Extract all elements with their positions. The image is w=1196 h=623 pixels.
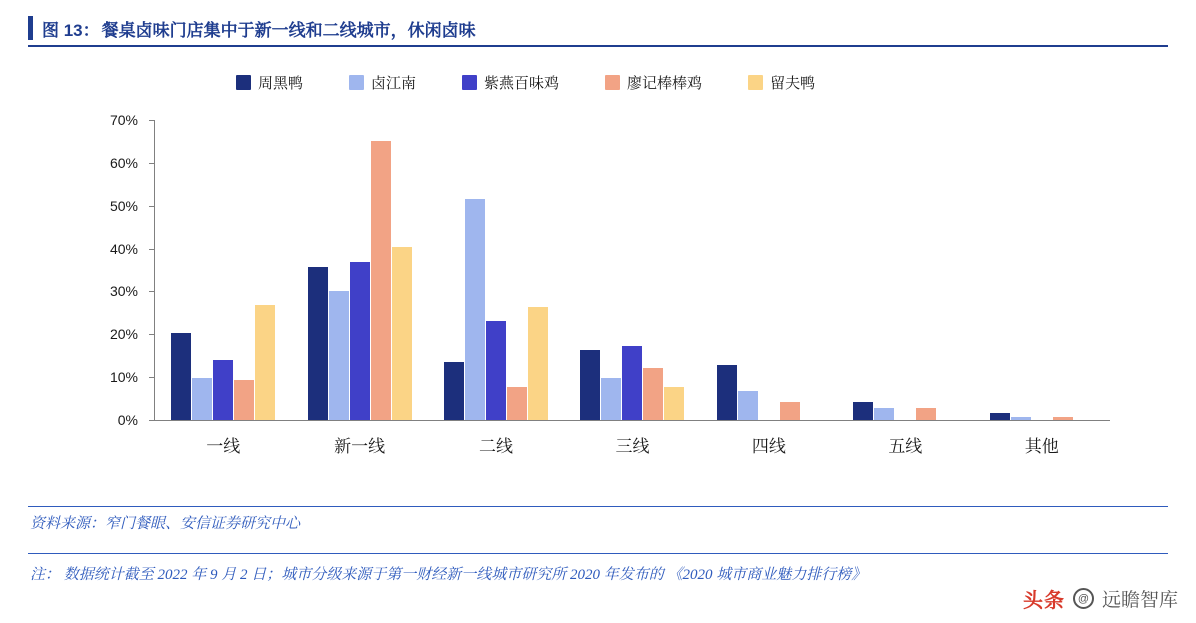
header-divider — [28, 45, 1168, 47]
y-axis-tick-label: 50% — [109, 197, 138, 214]
y-axis-tick-mark — [149, 420, 154, 421]
x-axis-label: 三线 — [615, 437, 650, 456]
bar — [507, 387, 527, 420]
y-axis-tick-label: 30% — [109, 283, 138, 300]
x-axis-labels — [155, 432, 1110, 457]
figure-title: 餐桌卤味门店集中于新一线和二线城市，休闲卤味 — [101, 20, 476, 40]
bar-chart — [100, 112, 1110, 430]
y-axis-tick-label: 0% — [117, 412, 138, 428]
legend-swatch-icon — [462, 75, 477, 90]
legend-item — [748, 72, 815, 93]
y-axis-tick-mark — [149, 377, 154, 378]
figure-header — [28, 10, 1168, 46]
bar — [444, 362, 464, 420]
bar — [213, 360, 233, 420]
bar — [465, 199, 485, 420]
y-axis-tick-mark — [149, 249, 154, 250]
x-axis-label: 一线 — [206, 437, 241, 456]
legend-label: 留夫鸭 — [770, 75, 816, 92]
bar — [371, 141, 391, 420]
legend-swatch-icon — [236, 75, 251, 90]
legend-item — [236, 72, 303, 93]
bar — [853, 402, 873, 420]
bar — [717, 365, 737, 420]
x-axis-label: 二线 — [479, 437, 514, 456]
bar — [192, 378, 212, 420]
bar — [234, 380, 254, 420]
bar — [486, 321, 506, 420]
x-axis-label: 五线 — [888, 437, 923, 456]
legend-label: 周黑鸭 — [258, 75, 304, 92]
bar — [255, 305, 275, 420]
bar-group — [974, 120, 1110, 420]
y-axis-tick-label: 10% — [109, 369, 138, 386]
plot-area — [155, 120, 1110, 420]
bar — [664, 387, 684, 420]
bar-group — [155, 120, 291, 420]
y-axis-tick-mark — [149, 334, 154, 335]
bar — [622, 346, 642, 420]
watermark — [1023, 584, 1178, 613]
x-axis-line — [154, 420, 1110, 421]
bar-group — [291, 120, 427, 420]
legend-swatch-icon — [605, 75, 620, 90]
source-divider-top — [28, 506, 1168, 507]
y-axis-tick-mark — [149, 163, 154, 164]
bar — [1011, 417, 1031, 420]
y-axis-tick-label: 20% — [109, 326, 138, 343]
source-divider-bottom — [28, 553, 1168, 554]
legend-label: 廖记棒棒鸡 — [627, 75, 703, 92]
figure-number: 图 13： — [42, 20, 100, 40]
legend-label: 紫燕百味鸡 — [484, 75, 560, 92]
bar — [990, 413, 1010, 420]
y-axis-tick-mark — [149, 120, 154, 121]
bar-group — [564, 120, 700, 420]
bar — [643, 368, 663, 420]
y-axis — [100, 112, 146, 428]
at-icon: @ — [1073, 588, 1094, 609]
bar — [308, 267, 328, 420]
y-axis-tick-mark — [149, 206, 154, 207]
bar — [580, 350, 600, 420]
bar — [528, 307, 548, 420]
bar-group — [428, 120, 564, 420]
source-text: 资料来源：窄门餐眼、安信证券研究中心 — [30, 516, 301, 532]
bar — [392, 247, 412, 420]
y-axis-tick-label: 70% — [109, 112, 138, 128]
bar-group — [837, 120, 973, 420]
legend-item — [462, 72, 559, 93]
bar — [874, 408, 894, 420]
bar — [350, 262, 370, 420]
watermark-logo: 头条 — [1022, 590, 1065, 612]
y-axis-tick-label: 60% — [109, 154, 138, 171]
bar — [329, 291, 349, 420]
header-accent-bar — [28, 16, 33, 40]
legend-swatch-icon — [748, 75, 763, 90]
y-axis-tick-label: 40% — [109, 240, 138, 257]
watermark-name: 远瞻智库 — [1101, 590, 1178, 611]
bar — [601, 378, 621, 420]
x-axis-label: 四线 — [751, 437, 786, 456]
legend-item — [605, 72, 702, 93]
bar — [1053, 417, 1073, 420]
legend-swatch-icon — [349, 75, 364, 90]
bar — [171, 333, 191, 420]
y-axis-tick-mark — [149, 291, 154, 292]
note-text: 注： 数据统计截至 2022 年 9 月 2 日；城市分级来源于第一财经新一线城市研究所 2020 年发布的 《2020 城市商业魅力排行榜》 — [30, 567, 867, 583]
legend-item — [349, 72, 416, 93]
x-axis-label: 其他 — [1024, 437, 1059, 456]
bar — [738, 391, 758, 420]
bar — [916, 408, 936, 420]
legend-label: 卤江南 — [371, 75, 417, 92]
chart-legend — [236, 72, 815, 93]
bar — [780, 402, 800, 420]
x-axis-label: 新一线 — [334, 437, 386, 456]
bar-group — [701, 120, 837, 420]
